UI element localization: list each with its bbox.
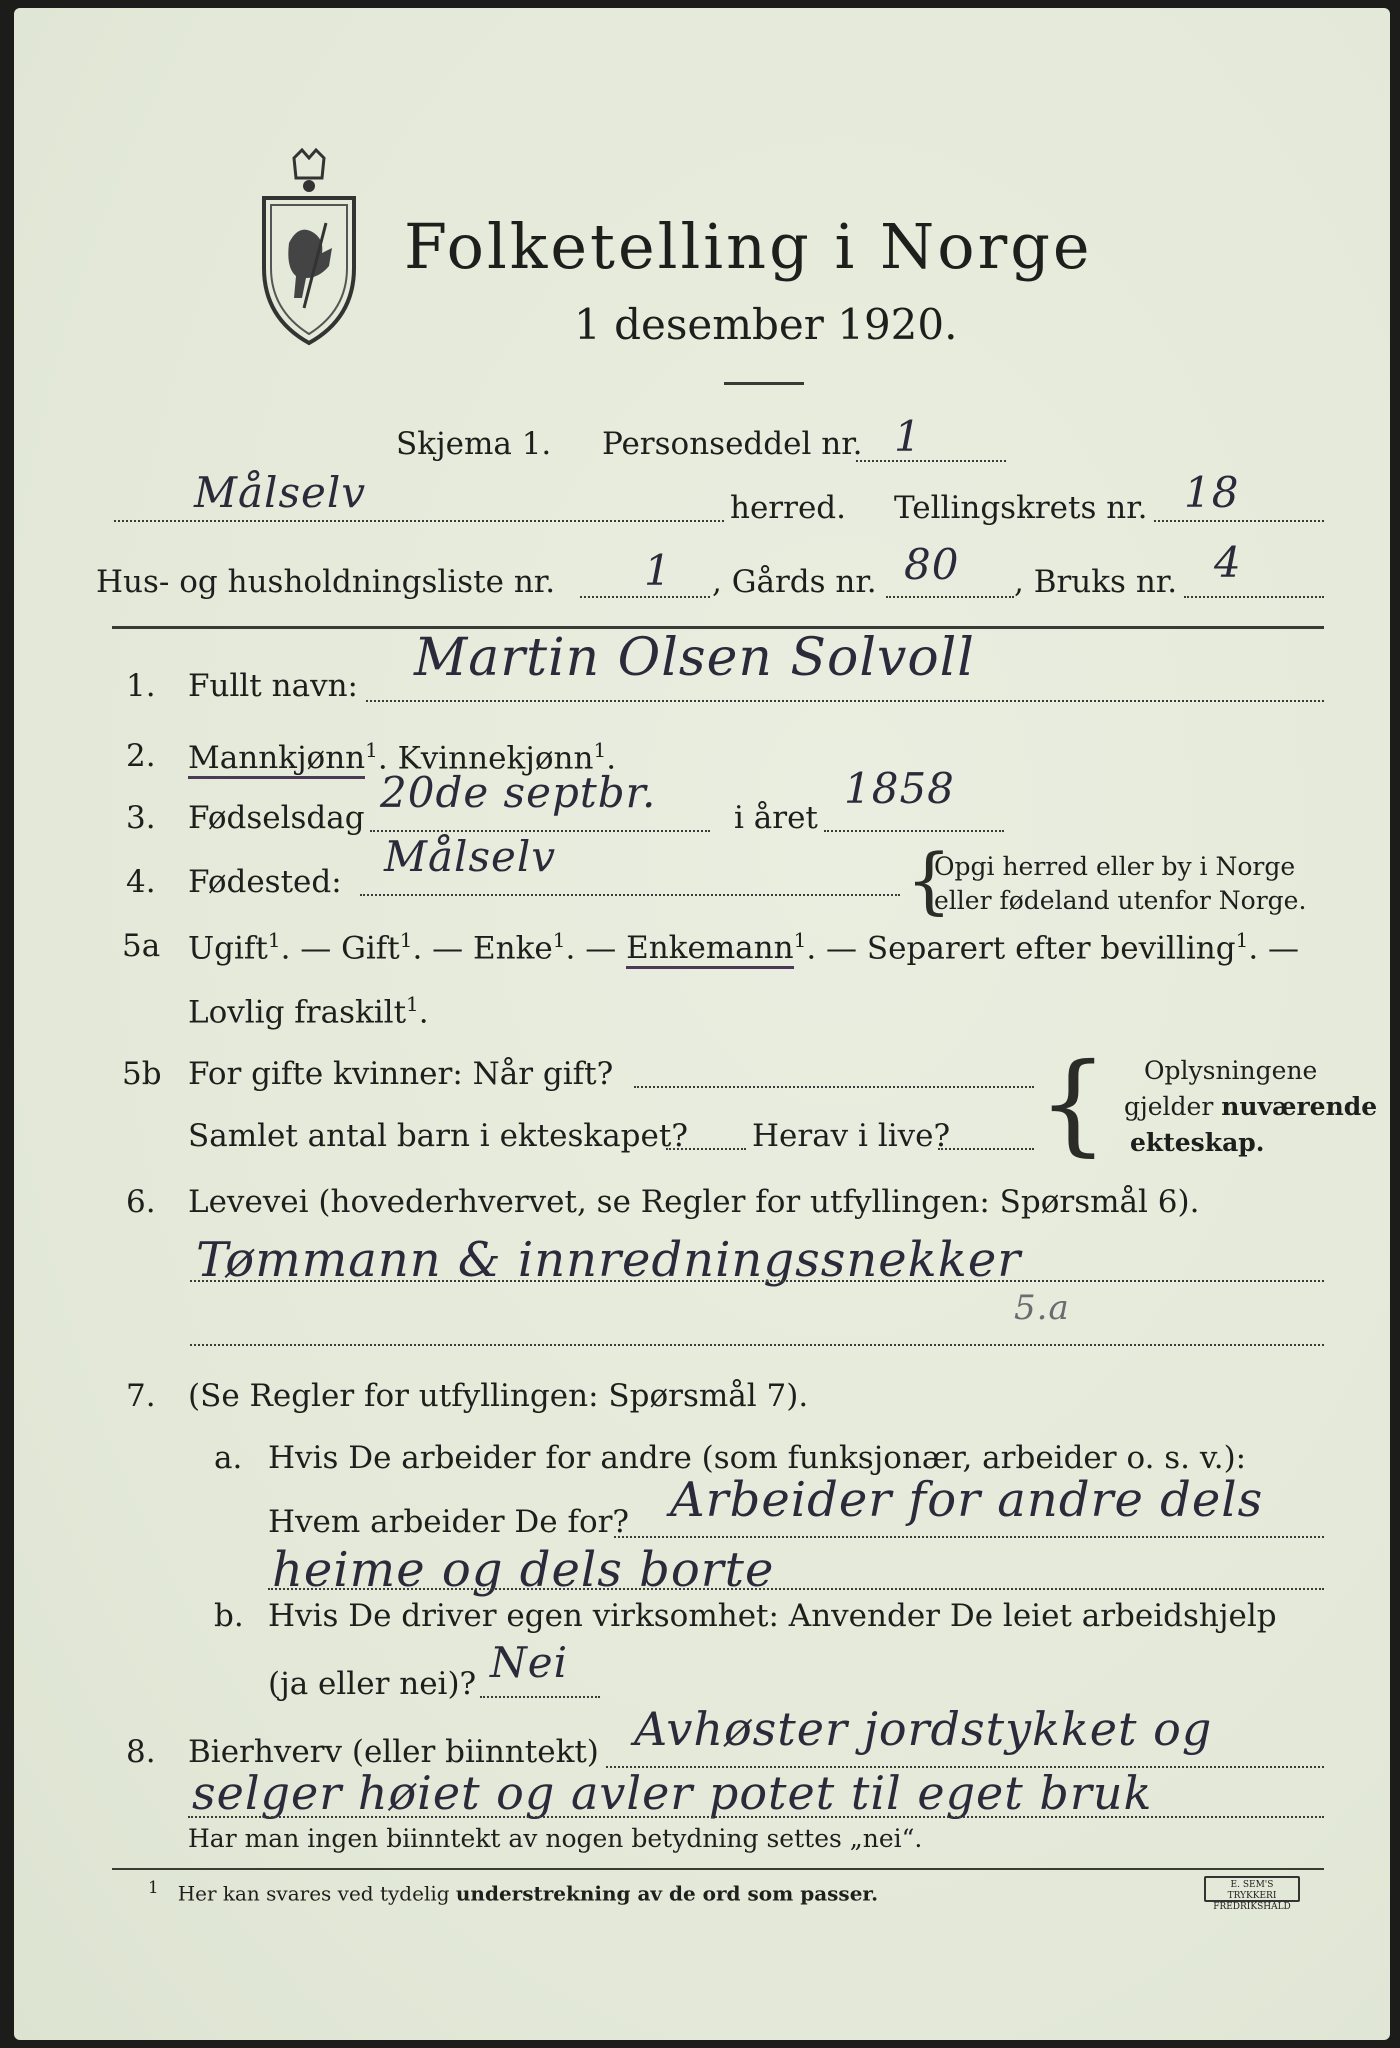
q6-label: Levevei (hovederhvervet, se Regler for utfyllingen: Spørsmål 6). — [188, 1184, 1200, 1220]
q4-brace: { — [906, 838, 952, 922]
q4-note-1: Opgi herred eller by i Norge — [934, 852, 1296, 881]
footnote-separator — [112, 1868, 1324, 1870]
herred-label: herred. — [730, 490, 846, 526]
q5b-label: For gifte kvinner: Når gift? — [188, 1056, 614, 1092]
bruks-line — [1184, 596, 1324, 598]
employer-value-2: heime og dels borte — [272, 1542, 775, 1598]
census-form-sheet — [14, 8, 1390, 2040]
q5b-note-2: gjelder nuværende — [1124, 1092, 1378, 1121]
q5a-line2: Lovlig fraskilt$^1$. — [188, 992, 429, 1031]
q2-female-option: . Kvinnekjønn — [377, 740, 594, 777]
birth-year-value: 1858 — [844, 764, 955, 813]
husholdning-label: Hus- og husholdningsliste nr. — [96, 564, 556, 600]
q7a-line-2 — [268, 1588, 1324, 1590]
occupation-value: Tømmann & innredningssnekker — [196, 1232, 1022, 1288]
herred-line — [114, 520, 724, 522]
herred-value: Målselv — [194, 468, 367, 517]
side-income-value-1: Avhøster jordstykket og — [634, 1702, 1213, 1756]
q6-line-2 — [190, 1344, 1324, 1346]
q2-number: 2. — [126, 738, 156, 774]
full-name-value: Martin Olsen Solvoll — [414, 628, 975, 688]
q7a-label: Hvis De arbeider for andre (som funksjonær, arbeider o. s. v.): — [268, 1440, 1247, 1476]
gards-label: , Gårds nr. — [712, 564, 877, 600]
bruks-value: 4 — [1214, 538, 1242, 587]
q5b-brace: { — [1038, 1039, 1108, 1167]
q5b-number: 5b — [122, 1056, 162, 1092]
tellingskrets-line — [1154, 520, 1324, 522]
q7a-letter: a. — [214, 1440, 243, 1476]
q5b-children-line — [666, 1148, 746, 1150]
census-date: 1 desember 1920. — [574, 300, 958, 349]
title-divider — [724, 382, 804, 385]
q5a-number: 5a — [122, 928, 161, 964]
q4-note-2: eller fødeland utenfor Norge. — [934, 886, 1307, 915]
q3-year-line — [824, 830, 1004, 832]
q3-number: 3. — [126, 800, 156, 836]
q8-note: Har man ingen biinntekt av nogen betydning settes „nei“. — [188, 1824, 923, 1853]
tellingskrets-value: 18 — [1184, 468, 1240, 517]
q8-line-2 — [188, 1816, 1324, 1818]
q5b-children-label: Samlet antal barn i ekteskapet? — [188, 1118, 688, 1154]
q7a-question: Hvem arbeider De for? — [268, 1504, 630, 1540]
personseddel-line — [856, 460, 1006, 462]
norway-coat-of-arms-icon — [244, 148, 374, 348]
skjema-label: Skjema 1. — [396, 426, 552, 462]
q5b-note-3: ekteskap. — [1130, 1128, 1265, 1157]
q1-label: Fullt navn: — [188, 668, 358, 704]
printer-stamp: E. SEM'S TRYKKERI FREDRIKSHALD — [1204, 1876, 1300, 1902]
q8-label: Bierhverv (eller biinntekt) — [188, 1734, 599, 1770]
bruks-label: , Bruks nr. — [1014, 564, 1178, 600]
q7-label: (Se Regler for utfyllingen: Spørsmål 7). — [188, 1378, 809, 1414]
q4-number: 4. — [126, 864, 156, 900]
q8-number: 8. — [126, 1734, 156, 1770]
q5b-alive-line — [938, 1148, 1034, 1150]
gards-line — [886, 596, 1014, 598]
personseddel-label: Personseddel nr. — [602, 426, 863, 462]
occupation-code: 5.a — [1014, 1288, 1070, 1328]
q1-line — [366, 700, 1324, 702]
q5a-marital-options: Ugift$^1$. — Gift$^1$. — Enke$^1$. — Enkemann$^1$. — Separert efter bevilling$^1$. — — [188, 928, 1299, 966]
birthday-value: 20de septbr. — [380, 768, 657, 817]
husholdning-value: 1 — [644, 546, 672, 595]
birthplace-value: Målselv — [384, 832, 557, 881]
husholdning-line — [580, 596, 710, 598]
q2-gender: Mannkjønn$^1$. Kvinnekjønn$^1$. — [188, 738, 616, 776]
tellingskrets-label: Tellingskrets nr. — [894, 490, 1148, 526]
q4-line — [360, 894, 900, 896]
form-title: Folketelling i Norge — [404, 210, 1093, 283]
q7a-line-1 — [614, 1536, 1324, 1538]
q7b-letter: b. — [214, 1598, 244, 1634]
q5b-alive-label: Herav i live? — [752, 1118, 951, 1154]
q6-line-1 — [190, 1280, 1324, 1282]
employer-value-1: Arbeider for andre dels — [670, 1472, 1264, 1528]
footnote: $^1$ Her kan svares ved tydelig understrekning av de ord som passer. — [148, 1878, 879, 1906]
q7b-line — [480, 1696, 600, 1698]
widower-option-underlined: Enkemann — [626, 930, 794, 969]
q5b-married-line — [634, 1086, 1034, 1088]
q2-male-option: Mannkjønn — [188, 740, 365, 779]
q1-number: 1. — [126, 668, 156, 704]
hired-help-value: Nei — [490, 1638, 569, 1687]
q5b-note-1: Oplysningene — [1144, 1056, 1318, 1085]
q4-label: Fødested: — [188, 864, 342, 900]
q7-number: 7. — [126, 1378, 156, 1414]
q7b-question: (ja eller nei)? — [268, 1666, 477, 1702]
q7b-label: Hvis De driver egen virksomhet: Anvender De leiet arbeidshjelp — [268, 1598, 1277, 1634]
q3-year-label: i året — [734, 800, 818, 836]
q3-label: Fødselsdag — [188, 800, 365, 836]
gards-value: 80 — [904, 540, 960, 589]
personseddel-value: 1 — [894, 412, 922, 461]
side-income-value-2: selger høiet og avler potet til eget bruk — [192, 1766, 1153, 1820]
q6-number: 6. — [126, 1184, 156, 1220]
